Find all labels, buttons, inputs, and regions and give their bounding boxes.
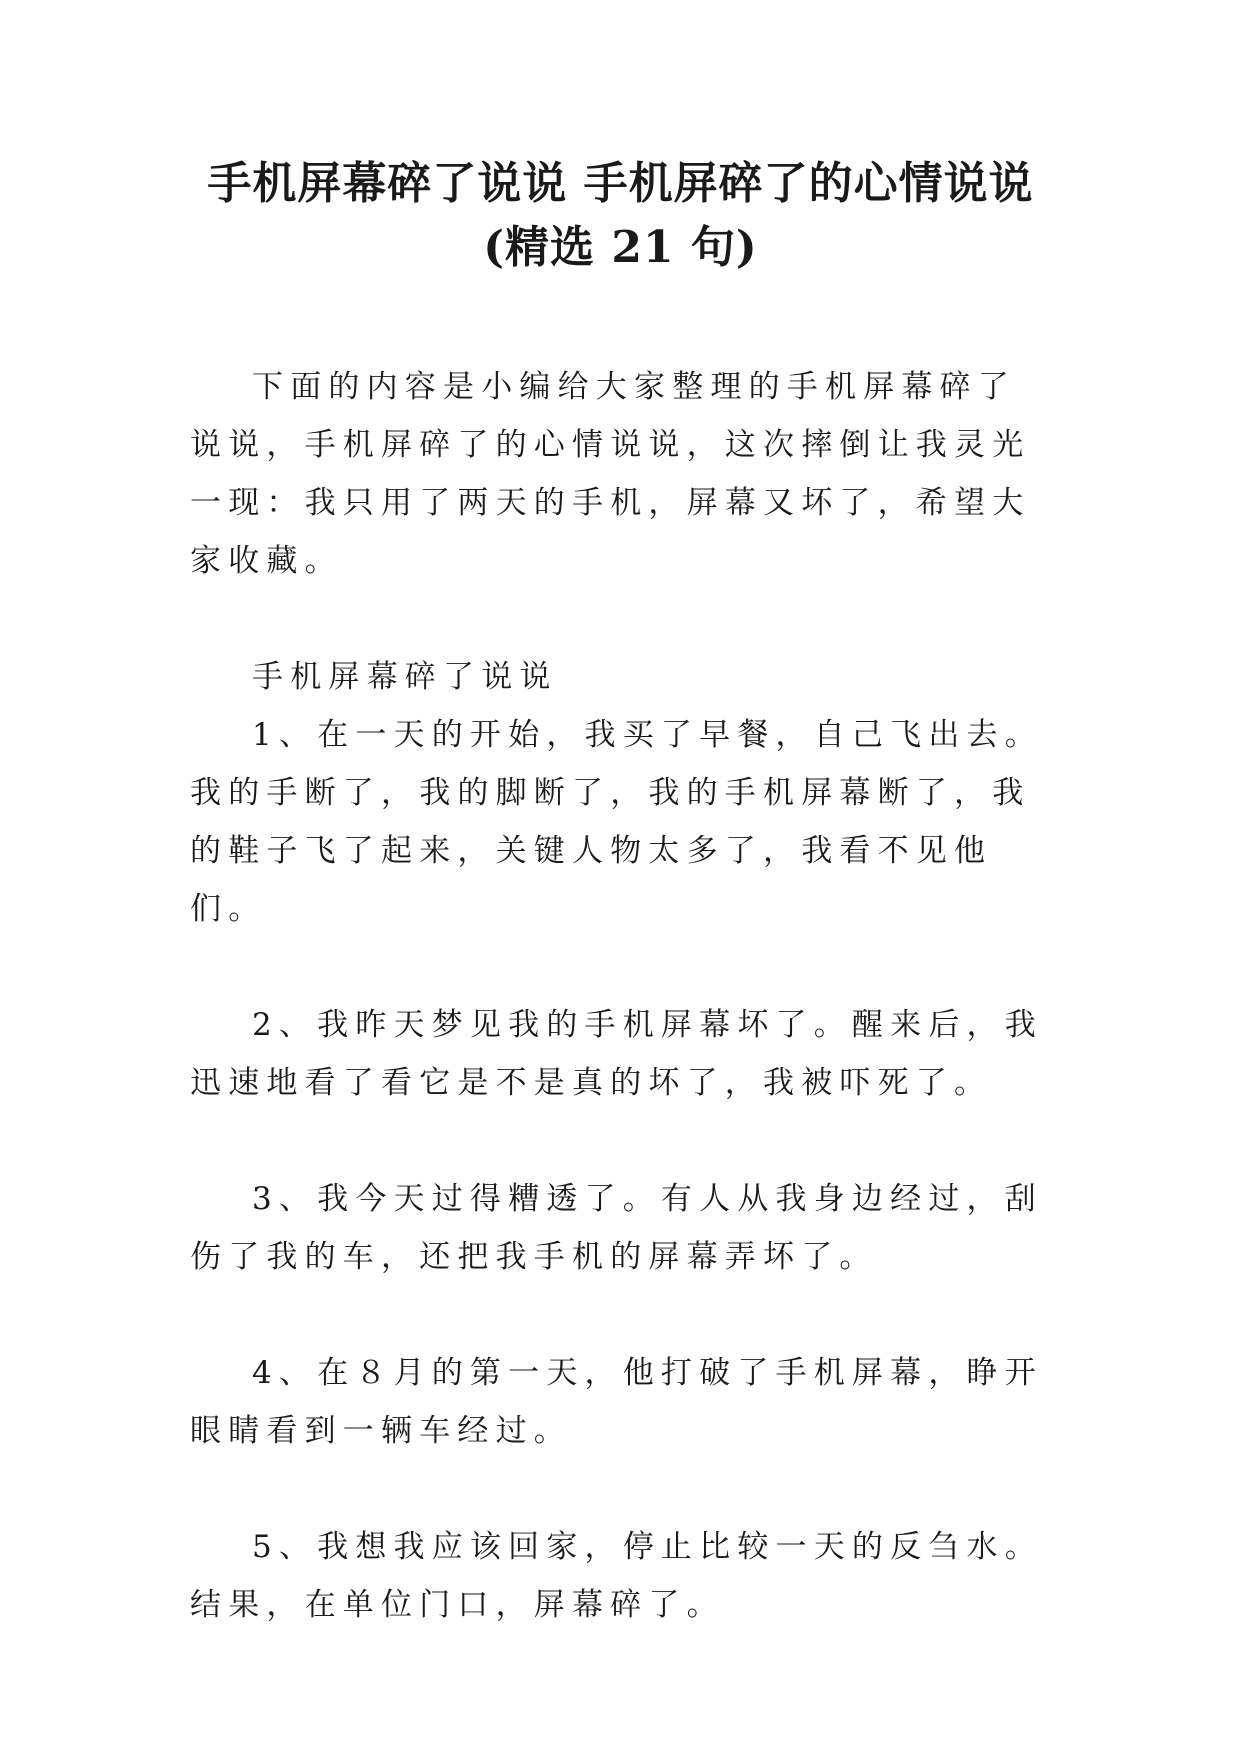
list-item-1: 1、在一天的开始，我买了早餐，自己飞出去。我的手断了，我的脚断了，我的手机屏幕断了，我的鞋子飞了起来，关键人物太多了，我看不见他们。	[190, 717, 1043, 927]
title-line-2: (精选 21 句)	[483, 222, 758, 273]
list-item-4: 4、在８月的第一天，他打破了手机屏幕，睁开眼睛看到一辆车经过。	[190, 1355, 1043, 1449]
paragraph-spacer	[190, 1286, 1052, 1344]
intro-paragraph: 下面的内容是小编给大家整理的手机屏幕碎了说说，手机屏碎了的心情说说，这次摔倒让我灵光一现：我只用了两天的手机，屏幕又坏了，希望大家收藏。	[190, 369, 1031, 579]
document-title	[150, 152, 1091, 280]
paragraph-spacer	[190, 590, 1052, 648]
list-item-3: 3、我今天过得糟透了。有人从我身边经过，刮伤了我的车，还把我手机的屏幕弄坏了。	[190, 1181, 1043, 1275]
title-line-1: 手机屏幕碎了说说 手机屏碎了的心情说说	[207, 158, 1034, 209]
paragraph-spacer	[190, 1460, 1052, 1518]
section-heading: 手机屏幕碎了说说	[252, 659, 558, 695]
list-item-5: 5、我想我应该回家，停止比较一天的反刍水。结果，在单位门口，屏幕碎了。	[190, 1529, 1043, 1623]
paragraph-spacer	[190, 938, 1052, 996]
paragraph-spacer	[190, 1112, 1052, 1170]
document-body	[190, 358, 1052, 1634]
list-item-2: 2、我昨天梦见我的手机屏幕坏了。醒来后，我迅速地看了看它是不是真的坏了，我被吓死了。	[190, 1007, 1043, 1101]
